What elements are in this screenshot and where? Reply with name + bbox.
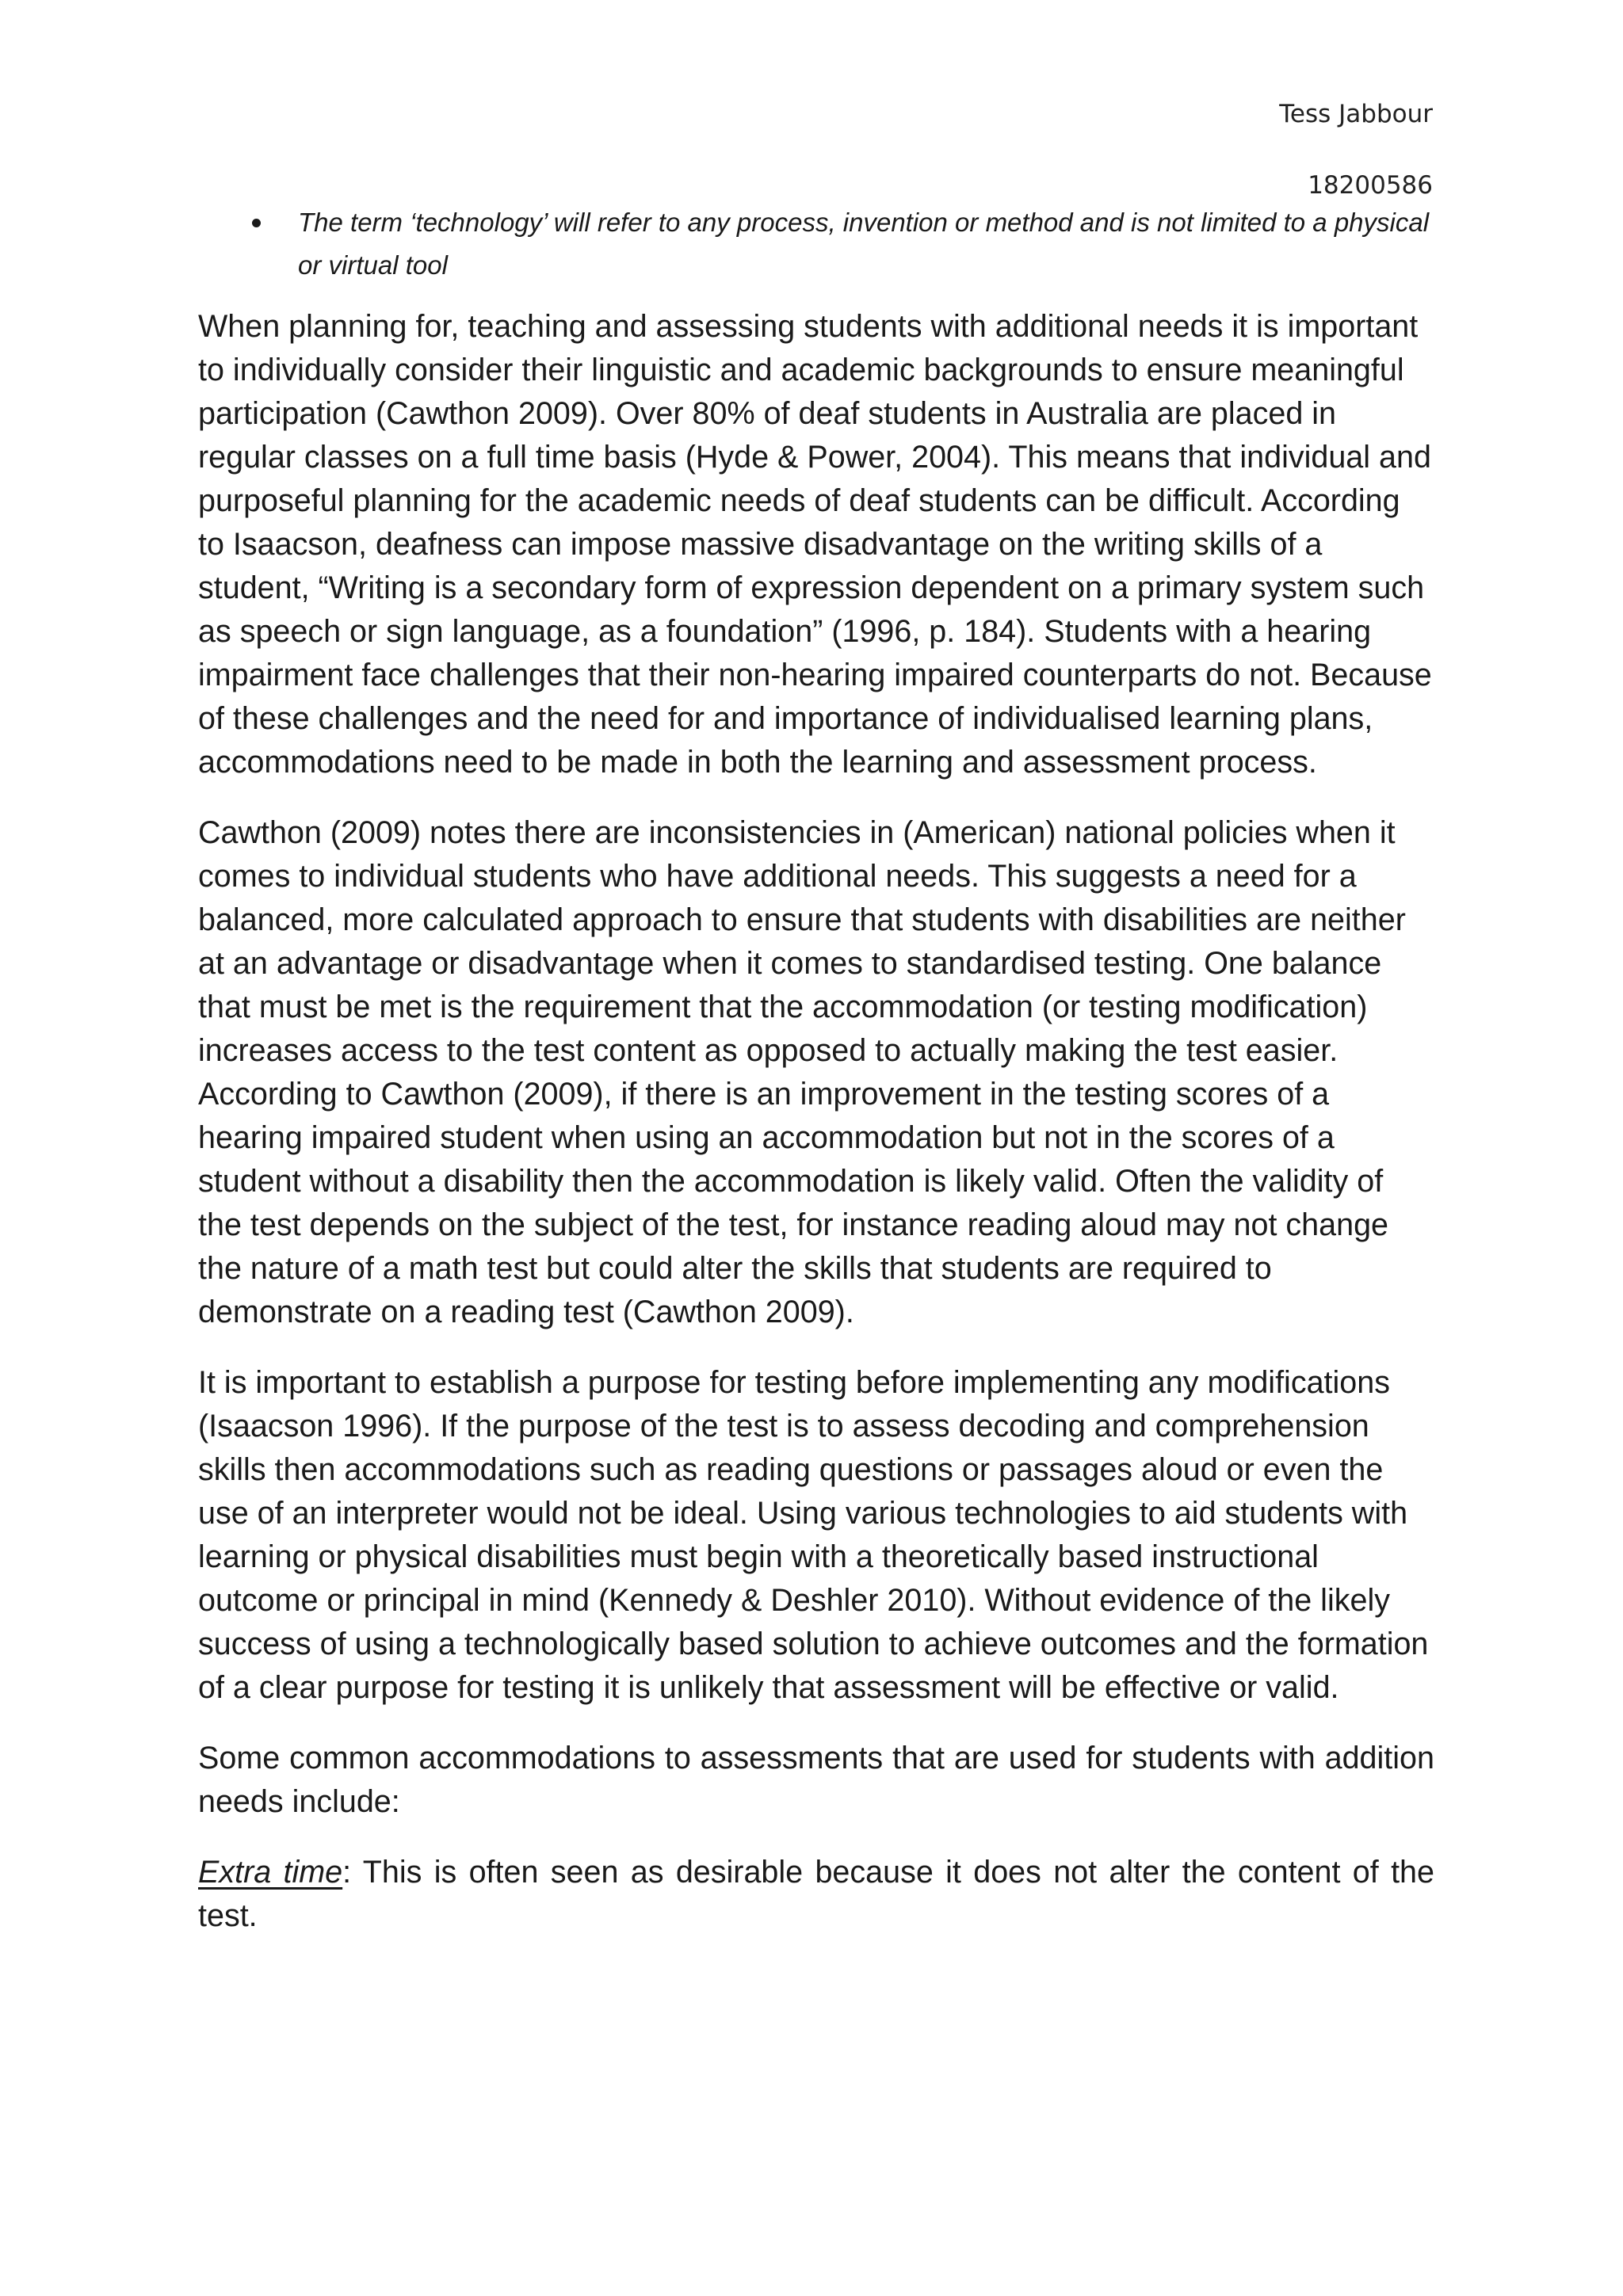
paragraph-common-accommodations: Some common accommodations to assessments that are used for students with addition needs include: bbox=[198, 1741, 1434, 1819]
bullet-dot-icon bbox=[252, 219, 261, 227]
paragraph-testing-purpose: It is important to establish a purpose for testing before implementing any modifications (Isaacson 1996). If the purpose of the test is to assess decoding and comprehension skills then accommodations such as reading questions or passages aloud or even the use of an interpreter would not be ideal. Using various technologies to aid students with learning or physical disabilities must begin with a theoretically based instructional outcome or principal in mind (Kennedy & Deshler 2010). Without evidence of the likely success of using a technologically based solution to achieve outcomes and the formation of a clear purpose for testing it is unlikely that assessment will be effective or valid. bbox=[198, 1365, 1429, 1705]
body-text bbox=[198, 305, 1434, 1965]
accommodation-separator: : bbox=[342, 1855, 352, 1890]
accommodation-description: This is often seen as desirable because it does not alter the content of the test. bbox=[198, 1855, 1434, 1933]
bullet-text: The term ‘technology’ will refer to any process, invention or method and is not limited to a physical or virtual tool bbox=[298, 208, 1430, 280]
paragraph-additional-needs: When planning for, teaching and assessing students with additional needs it is important to individually consider their linguistic and academic backgrounds to ensure meaningful participation (Cawthon 2009). Over 80% of deaf students in Australia are placed in regular classes on a full time basis (Hyde & Power, 2004). This means that individual and purposeful planning for the academic needs of deaf students can be difficult. According to Isaacson, deafness can impose massive disadvantage on the writing skills of a student, “Writing is a secondary form of expression dependent on a primary system such as speech or sign language, as a foundation” (1996, p. 184). Students with a hearing impairment face challenges that their non-hearing impaired counterparts do not. Because of these challenges and the need for and importance of individualised learning plans, accommodations need to be made in both the learning and assessment process. bbox=[198, 309, 1432, 780]
accommodation-term: Extra time bbox=[198, 1855, 343, 1890]
header-author-name: Tess Jabbour bbox=[1279, 100, 1433, 128]
definition-bullet-list bbox=[198, 201, 1434, 287]
paragraph-national-policies: Cawthon (2009) notes there are inconsistencies in (American) national policies when it comes to individual students who have additional needs. This suggests a need for a balanced, more calculated approach to ensure that students with disabilities are neither at an advantage or disadvantage when it comes to standardised testing. One balance that must be met is the requirement that the accommodation (or testing modification) increases access to the test content as opposed to actually making the test easier. According to Cawthon (2009), if there is an improvement in the testing scores of a hearing impaired student when using an accommodation but not in the scores of a student without a disability then the accommodation is likely valid. Often the validity of the test depends on the subject of the test, for instance reading aloud may not change the nature of a math test but could alter the skills that students are required to demonstrate on a reading test (Cawthon 2009). bbox=[198, 815, 1406, 1329]
list-item bbox=[198, 201, 1434, 287]
paragraph-extra-time bbox=[198, 1851, 1434, 1938]
header-student-id: 18200586 bbox=[1308, 171, 1433, 200]
